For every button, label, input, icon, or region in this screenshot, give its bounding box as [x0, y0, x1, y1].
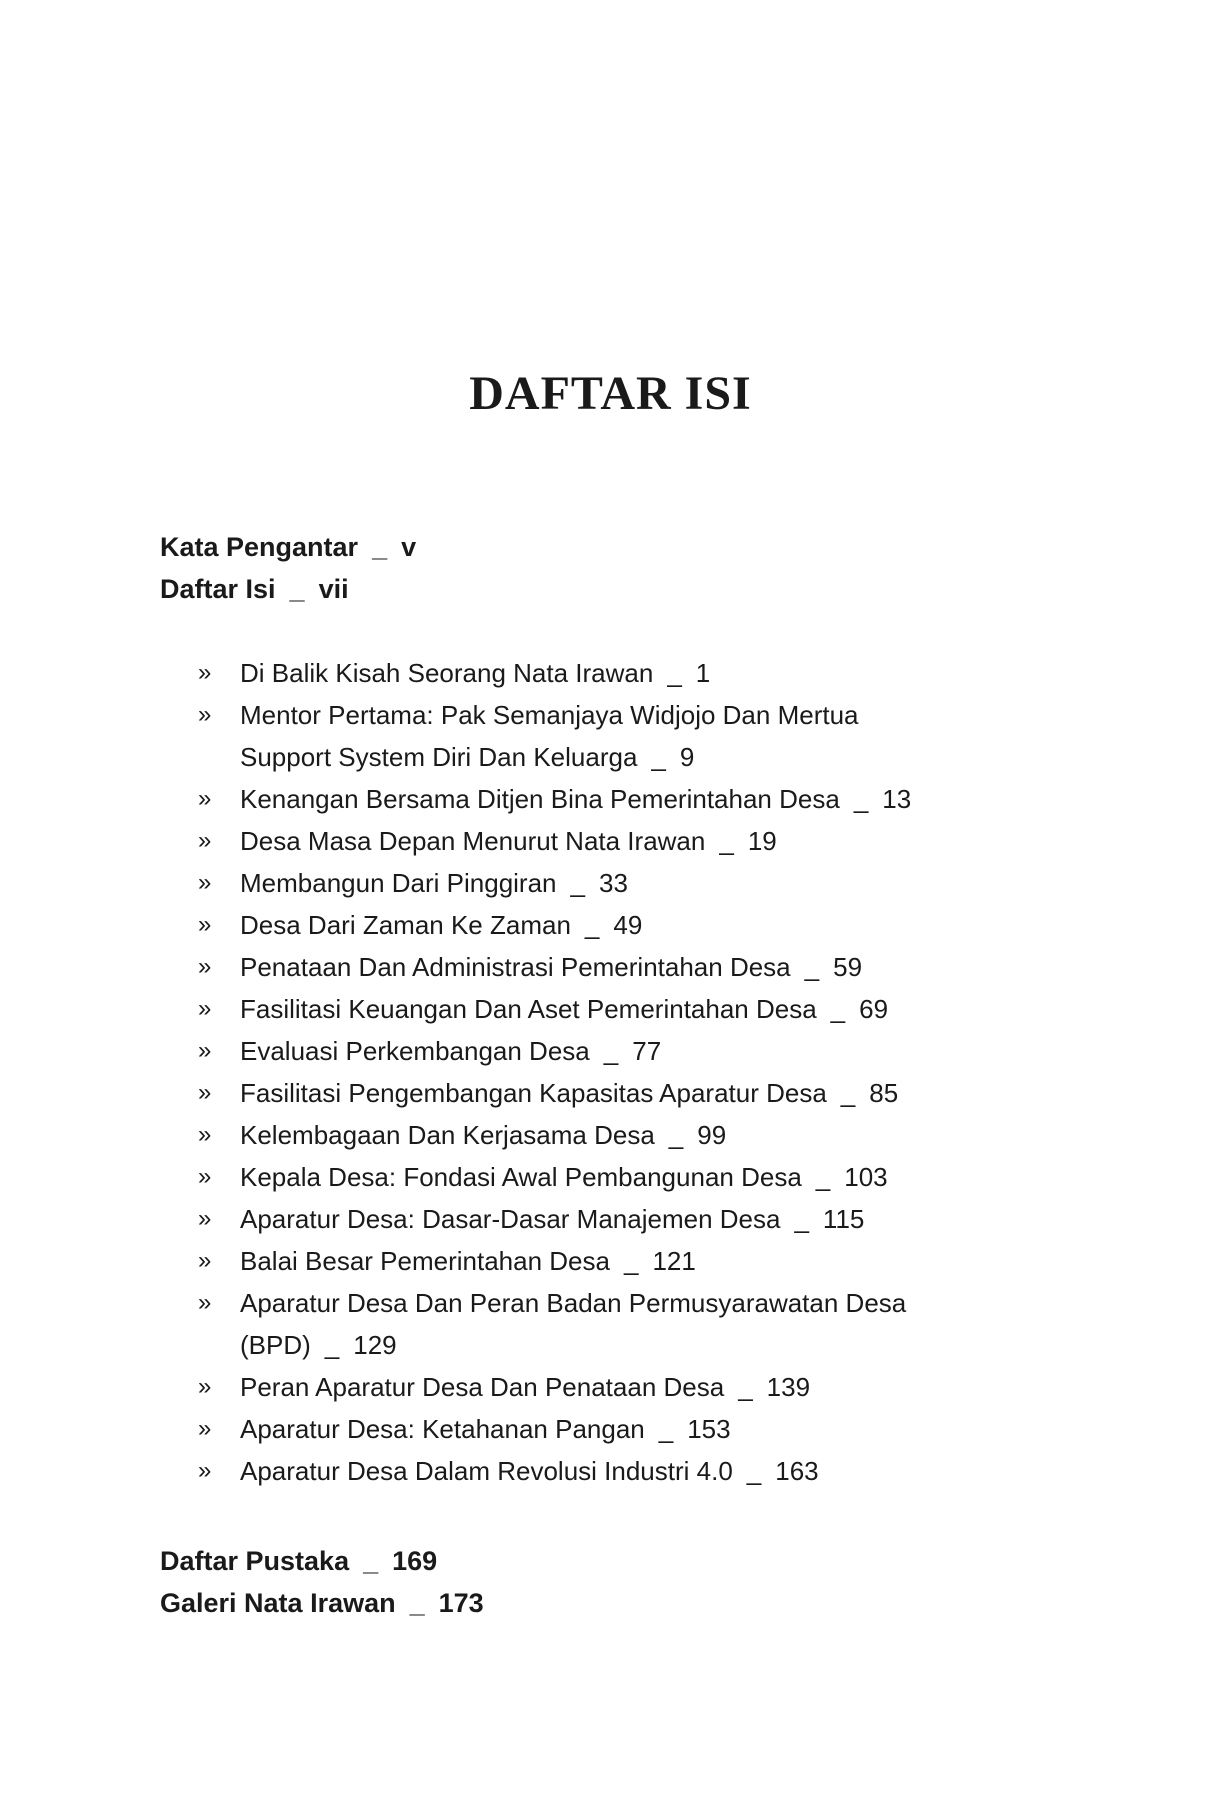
toc-chapter-title-line: Aparatur Desa Dalam Revolusi Industri 4.0 — [240, 1456, 733, 1486]
bullet-marker: » — [198, 659, 212, 686]
bullet-marker: » — [198, 869, 212, 896]
toc-chapter-entry — [160, 946, 1120, 988]
toc-chapter-entry — [160, 862, 1120, 904]
bullet-marker: » — [198, 1415, 212, 1442]
toc-chapter-page: 33 — [598, 868, 628, 898]
toc-chapter-entry — [160, 1240, 1120, 1282]
bullet-marker: » — [198, 1037, 212, 1064]
toc-separator: _ — [746, 1456, 762, 1486]
toc-chapter-entry — [160, 1030, 1120, 1072]
toc-separator: _ — [409, 1588, 425, 1618]
bullet-marker: » — [198, 1457, 212, 1484]
toc-chapter-title-line: Desa Dari Zaman Ke Zaman — [240, 910, 571, 940]
toc-chapter-title-line: Kepala Desa: Fondasi Awal Pembangunan Desa — [240, 1162, 802, 1192]
toc-separator: _ — [584, 910, 600, 940]
toc-chapter-page: 9 — [679, 742, 695, 772]
toc-entry-label: Daftar Isi — [160, 574, 276, 604]
toc-chapter-entry — [160, 1156, 1120, 1198]
toc-entry-label: Kata Pengantar — [160, 532, 359, 562]
toc-chapter-page: 129 — [353, 1330, 397, 1360]
toc-chapter-entry — [160, 1450, 1120, 1492]
toc-separator: _ — [830, 994, 846, 1024]
toc-entry-page: 173 — [438, 1588, 484, 1618]
toc-chapter-title-line: Desa Masa Depan Menurut Nata Irawan — [240, 826, 706, 856]
toc-entry-page: 169 — [392, 1546, 438, 1576]
toc-chapter-page: 115 — [822, 1204, 865, 1234]
toc-separator: _ — [324, 1330, 340, 1360]
bullet-marker: » — [198, 1373, 212, 1400]
toc-entry-daftar-pustaka — [160, 1540, 437, 1582]
toc-chapter-page: 85 — [869, 1078, 899, 1108]
toc-separator: _ — [603, 1036, 619, 1066]
toc-chapter-title-line: Penataan Dan Administrasi Pemerintahan Desa — [240, 952, 791, 982]
toc-entry-label: Galeri Nata Irawan — [160, 1588, 396, 1618]
toc-separator: _ — [289, 574, 305, 604]
toc-separator: _ — [363, 1546, 379, 1576]
toc-chapter-entry — [160, 652, 1120, 694]
bullet-marker: » — [198, 701, 212, 728]
toc-separator: _ — [840, 1078, 856, 1108]
toc-chapter-title-line: Mentor Pertama: Pak Semanjaya Widjojo Dan Mertua — [240, 700, 859, 730]
toc-chapter-page: 103 — [844, 1162, 888, 1192]
toc-chapter-entry — [160, 694, 1120, 778]
toc-separator: _ — [804, 952, 820, 982]
toc-entry-page: v — [401, 532, 417, 562]
toc-separator: _ — [815, 1162, 831, 1192]
page-title: DAFTAR ISI — [469, 367, 752, 420]
toc-chapter-title-line: Aparatur Desa: Dasar-Dasar Manajemen Desa — [240, 1204, 781, 1234]
bullet-marker: » — [198, 827, 212, 854]
toc-chapter-page: 99 — [697, 1120, 727, 1150]
bullet-marker: » — [198, 1205, 212, 1232]
toc-separator: _ — [623, 1246, 639, 1276]
toc-chapter-page: 19 — [747, 826, 777, 856]
bullet-marker: » — [198, 1079, 212, 1106]
bullet-marker: » — [198, 1247, 212, 1274]
toc-chapter-entry — [160, 988, 1120, 1030]
toc-chapter-title-line: Kelembagaan Dan Kerjasama Desa — [240, 1120, 655, 1150]
toc-chapter-page: 59 — [833, 952, 863, 982]
toc-separator: _ — [658, 1414, 674, 1444]
toc-chapter-title-line: Evaluasi Perkembangan Desa — [240, 1036, 590, 1066]
toc-separator: _ — [738, 1372, 753, 1402]
toc-chapter-title-line: Di Balik Kisah Seorang Nata Irawan — [240, 658, 654, 688]
bullet-marker: » — [198, 1289, 212, 1316]
toc-chapter-entry — [160, 904, 1120, 946]
toc-chapter-page: 49 — [613, 910, 643, 940]
toc-chapter-page: 153 — [687, 1414, 731, 1444]
toc-separator: _ — [651, 742, 666, 772]
toc-chapter-page: 69 — [859, 994, 889, 1024]
toc-chapter-title-line: Balai Besar Pemerintahan Desa — [240, 1246, 610, 1276]
toc-separator: _ — [667, 658, 682, 688]
toc-chapter-title-line: Peran Aparatur Desa Dan Penataan Desa — [240, 1372, 725, 1402]
toc-chapter-title-line: Fasilitasi Pengembangan Kapasitas Aparatur Desa — [240, 1078, 827, 1108]
toc-chapter-entry — [160, 778, 1120, 820]
toc-chapter-entry — [160, 1408, 1120, 1450]
toc-chapter-title-line: Membangun Dari Pinggiran — [240, 868, 557, 898]
toc-chapter-title-line: Aparatur Desa: Ketahanan Pangan — [240, 1414, 645, 1444]
bullet-marker: » — [198, 911, 212, 938]
toc-separator: _ — [372, 532, 388, 562]
toc-separator: _ — [668, 1120, 684, 1150]
toc-entry-daftar-isi — [160, 568, 349, 610]
toc-entry-kata-pengantar — [160, 526, 416, 568]
toc-chapter-entry — [160, 1366, 1120, 1408]
toc-chapter-title-line: Aparatur Desa Dan Peran Badan Permusyarawatan Desa — [240, 1288, 907, 1318]
toc-chapter-page: 1 — [695, 658, 711, 688]
toc-chapter-page: 77 — [632, 1036, 662, 1066]
toc-chapter-page: 121 — [652, 1246, 696, 1276]
toc-chapter-entry — [160, 1198, 1120, 1240]
toc-separator: _ — [853, 784, 869, 814]
bullet-marker: » — [198, 995, 212, 1022]
toc-entry-label: Daftar Pustaka — [160, 1546, 350, 1576]
toc-chapter-page: 163 — [775, 1456, 819, 1486]
toc-chapter-entry — [160, 820, 1120, 862]
toc-separator: _ — [570, 868, 585, 898]
toc-chapter-title-line: Support System Diri Dan Keluarga — [240, 742, 638, 772]
bullet-marker: » — [198, 1163, 212, 1190]
toc-separator: _ — [719, 826, 734, 856]
toc-entry-galeri — [160, 1582, 484, 1624]
toc-chapter-page: 13 — [882, 784, 912, 814]
bullet-marker: » — [198, 1121, 212, 1148]
toc-chapter-page: 139 — [766, 1372, 811, 1402]
toc-chapter-entry — [160, 1282, 1120, 1366]
chapter-list — [160, 652, 1120, 1492]
toc-chapter-title-line: Fasilitasi Keuangan Dan Aset Pemerintahan Desa — [240, 994, 817, 1024]
toc-chapter-title-line: (BPD) — [240, 1330, 311, 1360]
toc-chapter-entry — [160, 1072, 1120, 1114]
toc-chapter-entry — [160, 1114, 1120, 1156]
bullet-marker: » — [198, 953, 212, 980]
toc-entry-page: vii — [318, 574, 349, 604]
toc-separator: _ — [794, 1204, 809, 1234]
toc-chapter-title-line: Kenangan Bersama Ditjen Bina Pemerintahan Desa — [240, 784, 840, 814]
bullet-marker: » — [198, 785, 212, 812]
